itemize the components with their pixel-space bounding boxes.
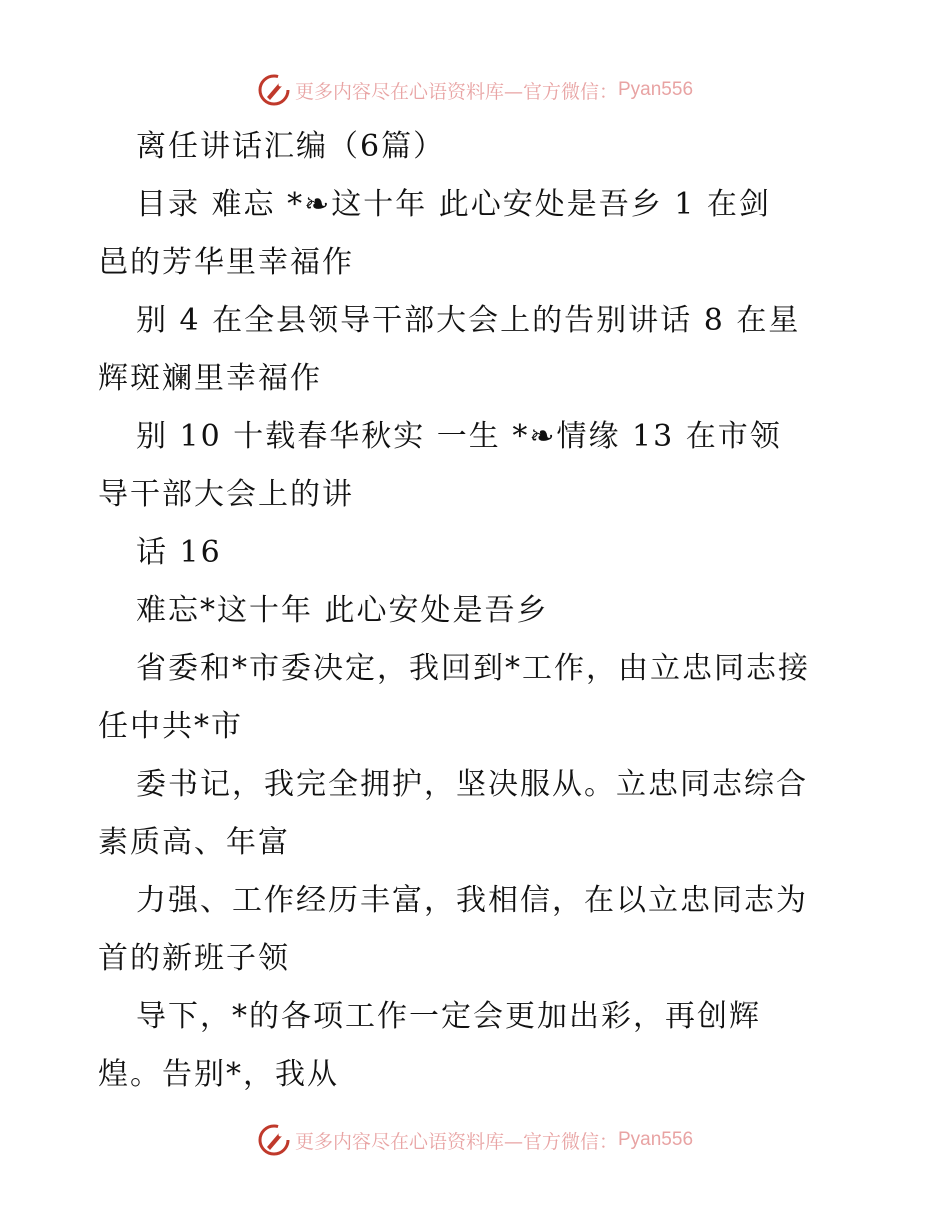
pen-nib-logo-icon (257, 73, 291, 107)
text-line: 委书记，我完全拥护，坚决服从。立忠同志综合 (136, 767, 808, 802)
text-line: 辉斑斓里幸福作 (98, 361, 322, 396)
banner-wechat-handle: Pyan556 (618, 79, 694, 100)
text-line: 省委和*市委决定，我回到*工作，由立忠同志接 (136, 651, 810, 686)
text-line: 目录 难忘 *❧这十年 此心安处是吾乡 1 在剑 (136, 187, 771, 222)
banner-text: 更多内容尽在心语资料库—官方微信： (294, 80, 618, 103)
text-line: 煌。告别*，我从 (98, 1057, 339, 1092)
text-line: 力强、工作经历丰富，我相信，在以立忠同志为 (136, 883, 808, 918)
text-line: 导下，*的各项工作一定会更加出彩，再创辉 (136, 999, 761, 1034)
pen-nib-logo-icon (257, 1123, 291, 1157)
text-line: 话 16 (136, 535, 222, 570)
text-line: 导干部大会上的讲 (98, 477, 354, 512)
text-line: 别 10 十载春华秋实 一生 *❧情缘 13 在市领 (136, 419, 782, 454)
banner-wechat-handle: Pyan556 (618, 1129, 694, 1150)
text-line: 素质高、年富 (98, 825, 290, 860)
banner-text: 更多内容尽在心语资料库—官方微信： (294, 1130, 618, 1153)
text-line: 别 4 在全县领导干部大会上的告别讲话 8 在星 (136, 303, 801, 338)
text-line: 邑的芳华里幸福作 (98, 245, 354, 280)
document-body (98, 118, 858, 1104)
footer-watermark-banner (0, 1120, 950, 1160)
header-watermark-banner (0, 70, 950, 110)
text-line: 任中共*市 (98, 709, 243, 744)
text-line: 首的新班子领 (98, 941, 290, 976)
text-line: 难忘*这十年 此心安处是吾乡 (136, 593, 549, 628)
document-title: 离任讲话汇编（6篇） (136, 129, 446, 164)
